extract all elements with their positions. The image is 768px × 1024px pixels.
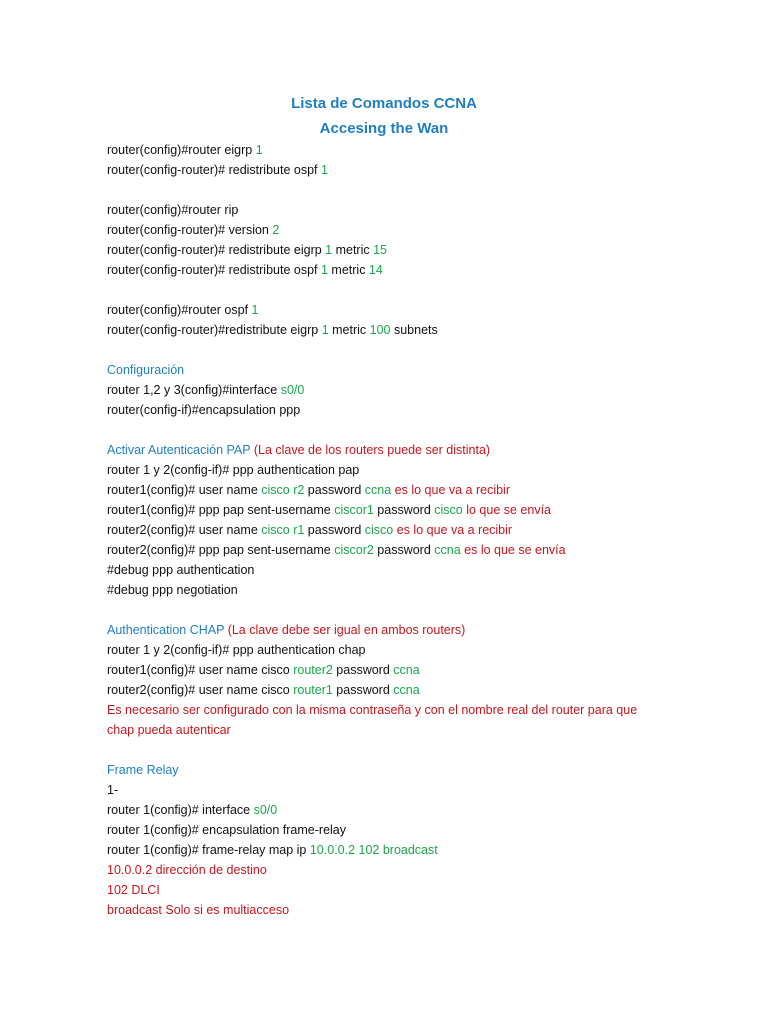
text-segment: Authentication CHAP [107, 623, 228, 637]
text-segment: password [373, 503, 435, 517]
text-segment: Es necesario ser configurado con la misma contraseña y con el nombre real del router para que [107, 703, 638, 717]
text-segment: 14 [368, 263, 383, 277]
text-segment: ccna [434, 543, 461, 557]
text-segment: router2(config)# ppp pap sent-username [107, 543, 335, 557]
text-line [107, 360, 707, 380]
text-line [107, 160, 707, 180]
text-segment: s0/0 [280, 383, 305, 397]
text-segment: Activar Autenticación PAP [107, 443, 254, 457]
text-line [107, 240, 707, 260]
text-segment: chap pueda autenticar [107, 723, 231, 737]
text-line [107, 320, 707, 340]
text-segment: router(config-router)# redistribute ospf [107, 163, 321, 177]
text-line [107, 500, 707, 520]
text-segment: cisco r2 [261, 483, 305, 497]
text-segment: router(config-router)# redistribute eigrp [107, 243, 326, 257]
text-line [107, 440, 707, 460]
text-line [107, 860, 707, 880]
text-segment: 1 [251, 303, 259, 317]
text-line [107, 460, 707, 480]
text-segment: broadcast Solo si es multiacceso [107, 903, 290, 917]
text-segment: 10.0.0.2 102 broadcast [309, 843, 438, 857]
text-segment: Frame Relay [107, 763, 179, 777]
blank-line [107, 340, 707, 360]
text-line [107, 540, 707, 560]
blank-line [107, 600, 707, 620]
text-segment: lo que se envía [462, 503, 552, 517]
text-segment: router 1 y 2(config-if)# ppp authentication pap [107, 463, 360, 477]
text-line [107, 380, 707, 400]
text-segment: router 1(config)# encapsulation frame-relay [107, 823, 347, 837]
text-line [107, 680, 707, 700]
text-line [107, 560, 707, 580]
text-segment: metric [328, 323, 370, 337]
text-line [107, 700, 707, 720]
text-segment: router2(config)# user name [107, 523, 262, 537]
text-line [107, 820, 707, 840]
text-segment: router1(config)# ppp pap sent-username [107, 503, 335, 517]
text-line [107, 780, 707, 800]
title-line-2: Accesing the Wan [319, 120, 449, 137]
text-line [107, 140, 707, 160]
text-segment: 1 [320, 263, 328, 277]
text-line [107, 900, 707, 920]
text-segment: 1 [321, 323, 329, 337]
text-line [107, 260, 707, 280]
text-segment: router(config)#router ospf [107, 303, 252, 317]
text-segment: password [373, 543, 435, 557]
text-segment: ciscor2 [334, 543, 374, 557]
text-segment: #debug ppp negotiation [107, 583, 238, 597]
text-line [107, 720, 707, 740]
text-segment: router 1(config)# interface [107, 803, 254, 817]
text-segment: router(config)#router rip [107, 203, 239, 217]
text-line [107, 220, 707, 240]
text-segment: 15 [373, 243, 387, 257]
text-segment: cisco [364, 523, 394, 537]
text-segment: 102 DLCI [107, 883, 160, 897]
text-segment: subnets [390, 323, 438, 337]
text-segment: router(config-router)#redistribute eigrp [107, 323, 322, 337]
text-segment: router(config)#router eigrp [107, 143, 256, 157]
text-segment: 1- [107, 783, 119, 797]
text-segment: router(config-if)#encapsulation ppp [107, 403, 301, 417]
text-segment: 10.0.0.2 dirección de destino [107, 863, 267, 877]
text-segment: password [332, 683, 394, 697]
text-segment: 1 [325, 243, 333, 257]
text-segment: metric [332, 243, 374, 257]
text-line [107, 880, 707, 900]
text-segment: es lo que va a recibir [391, 483, 510, 497]
text-line [107, 300, 707, 320]
text-segment: es lo que se envía [460, 543, 566, 557]
text-segment: router(config-router)# redistribute ospf [107, 263, 321, 277]
text-line [107, 840, 707, 860]
document-title [0, 91, 768, 141]
text-segment: ciscor1 [334, 503, 374, 517]
text-line [107, 660, 707, 680]
text-segment: ccna [393, 683, 420, 697]
text-segment: es lo que va a recibir [393, 523, 513, 537]
text-segment: 1 [255, 143, 263, 157]
blank-line [107, 740, 707, 760]
text-line [107, 480, 707, 500]
text-segment: router2(config)# user name cisco [107, 683, 294, 697]
text-segment: router(config-router)# version [107, 223, 273, 237]
text-line [107, 640, 707, 660]
text-line [107, 620, 707, 640]
title-line-1: Lista de Comandos CCNA [291, 95, 477, 112]
text-segment: (La clave debe ser igual en ambos routers) [227, 623, 466, 637]
text-segment: s0/0 [253, 803, 278, 817]
blank-line [107, 280, 707, 300]
text-segment: 2 [272, 223, 280, 237]
text-segment: password [332, 663, 394, 677]
text-segment: router1 [293, 683, 333, 697]
text-segment: #debug ppp authentication [107, 563, 255, 577]
text-segment: 1 [320, 163, 328, 177]
text-line [107, 200, 707, 220]
text-segment: password [304, 483, 365, 497]
text-line [107, 400, 707, 420]
text-segment: ccna [364, 483, 392, 497]
text-line [107, 580, 707, 600]
text-segment: Configuración [107, 363, 185, 377]
blank-line [107, 420, 707, 440]
text-segment: password [304, 523, 365, 537]
text-segment: router2 [293, 663, 333, 677]
text-segment: router 1,2 y 3(config)#interface [107, 383, 281, 397]
text-segment: ccna [393, 663, 420, 677]
blank-line [107, 180, 707, 200]
text-segment: (La clave de los routers puede ser distinta) [253, 443, 491, 457]
document-body [107, 140, 707, 920]
text-segment: 100 [369, 323, 391, 337]
text-segment: router 1(config)# frame-relay map ip [107, 843, 310, 857]
text-segment: metric [327, 263, 369, 277]
text-segment: router1(config)# user name [107, 483, 262, 497]
text-line [107, 800, 707, 820]
text-line [107, 520, 707, 540]
text-segment: router 1 y 2(config-if)# ppp authentication chap [107, 643, 366, 657]
text-segment: cisco r1 [261, 523, 305, 537]
text-segment: router1(config)# user name cisco [107, 663, 294, 677]
text-line [107, 760, 707, 780]
text-segment: cisco [434, 503, 463, 517]
